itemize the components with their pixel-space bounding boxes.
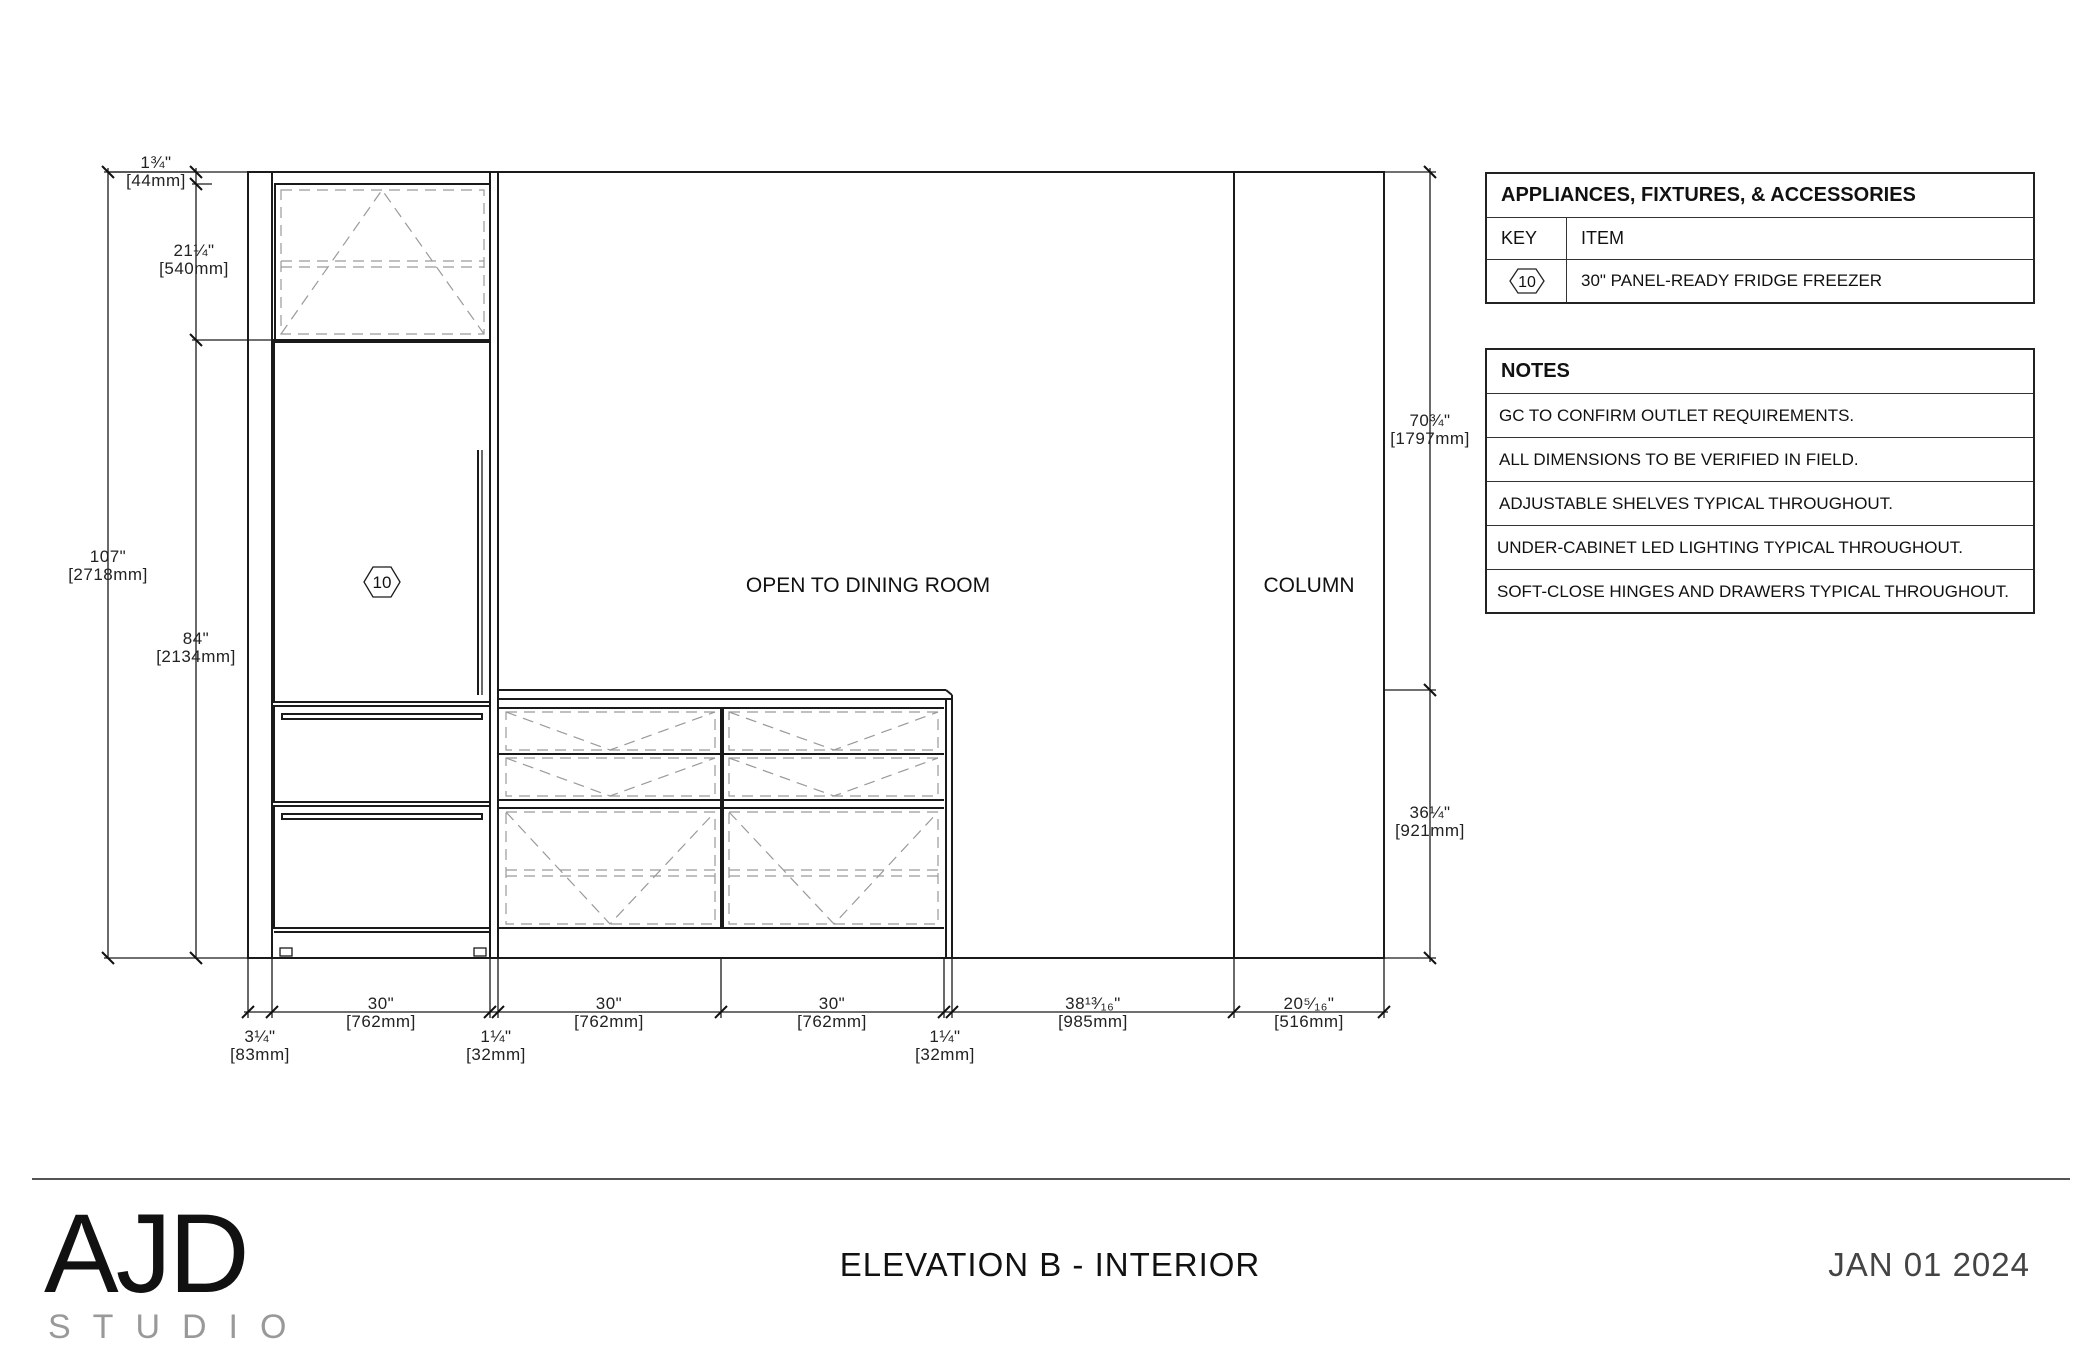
- appliances-table-header-row: [1487, 218, 2033, 260]
- dim-small-3-mm: [32mm]: [915, 1045, 975, 1064]
- dim-bottom-1-in: 30": [367, 994, 395, 1013]
- logo-sub-text: STUDIO: [48, 1308, 309, 1346]
- open-to-dining-label: OPEN TO DINING ROOM: [745, 574, 991, 597]
- dim-bottom-5-mm: [516mm]: [1274, 1012, 1344, 1031]
- key-cell: [1487, 260, 1567, 302]
- sheet-date: JAN 01 2024: [1828, 1246, 2030, 1283]
- dim-left-top-mm: [44mm]: [126, 171, 186, 190]
- dim-right-upper-in: 70¾": [1409, 411, 1451, 430]
- notes-table-title: NOTES: [1487, 350, 2033, 394]
- dim-bottom-2-in: 30": [595, 994, 623, 1013]
- dim-right-lower-in: 36¼": [1409, 803, 1451, 822]
- note-item: ADJUSTABLE SHELVES TYPICAL THROUGHOUT.: [1487, 482, 2033, 526]
- note-item: GC TO CONFIRM OUTLET REQUIREMENTS.: [1487, 394, 2033, 438]
- dim-left-upper-in: 21¼": [173, 241, 215, 260]
- dim-bottom-2-mm: [762mm]: [574, 1012, 644, 1031]
- item-cell: 30" PANEL-READY FRIDGE FREEZER: [1581, 271, 1883, 290]
- notes-table: [1485, 348, 2035, 614]
- dim-overall-in: 107": [89, 547, 127, 566]
- column-label: COLUMN: [1263, 574, 1355, 597]
- note-item: SOFT-CLOSE HINGES AND DRAWERS TYPICAL THROUGHOUT.: [1497, 582, 2009, 601]
- dim-overall-mm: [2718mm]: [68, 565, 148, 584]
- dim-small-2-in: 1¼": [480, 1027, 512, 1046]
- upper-cabinet: [272, 184, 490, 340]
- drawer-handle-lower: [282, 814, 482, 819]
- key-tag-hexagon: [1507, 266, 1547, 296]
- appliances-table: [1485, 172, 2035, 304]
- appliances-table-title: APPLIANCES, FIXTURES, & ACCESSORIES: [1487, 174, 2033, 218]
- dim-small-2-mm: [32mm]: [466, 1045, 526, 1064]
- dim-bottom-1-mm: [762mm]: [346, 1012, 416, 1031]
- wall-outline: [248, 172, 1384, 958]
- left-dimensions: [68, 153, 272, 964]
- svg-text:10: 10: [1517, 274, 1536, 291]
- footer-divider: [32, 1178, 2070, 1180]
- logo-main-text: AJD: [44, 1191, 247, 1316]
- dim-bottom-4-in: 38¹³⁄₁₆": [1065, 994, 1121, 1013]
- dim-left-top-in: 1¾": [140, 153, 172, 172]
- fridge-tag-number: 10: [372, 573, 392, 592]
- table-row: [1487, 260, 2033, 302]
- dim-right-upper-mm: [1797mm]: [1390, 429, 1470, 448]
- freezer-drawer-lower: [274, 806, 490, 928]
- note-item: ALL DIMENSIONS TO BE VERIFIED IN FIELD.: [1487, 438, 2033, 482]
- sheet-title: ELEVATION B - INTERIOR: [839, 1246, 1261, 1283]
- fridge-freezer: [274, 342, 490, 956]
- item-column-header: ITEM: [1581, 228, 1624, 248]
- dim-bottom-3-mm: [762mm]: [797, 1012, 867, 1031]
- dim-bottom-4-mm: [985mm]: [1058, 1012, 1128, 1031]
- dim-small-1-mm: [83mm]: [230, 1045, 290, 1064]
- base-cabinet: [498, 690, 952, 958]
- dim-right-lower-mm: [921mm]: [1395, 821, 1465, 840]
- freezer-drawer-upper: [274, 706, 490, 802]
- key-column-header: KEY: [1487, 218, 1567, 259]
- dim-small-3-in: 1¼": [929, 1027, 961, 1046]
- bottom-dimensions: [230, 958, 1390, 1064]
- dim-bottom-5-in: 20⁵⁄₁₆": [1283, 994, 1335, 1013]
- dim-left-upper-mm: [540mm]: [159, 259, 229, 278]
- note-item: UNDER-CABINET LED LIGHTING TYPICAL THROUGHOUT.: [1487, 526, 2033, 570]
- dim-small-1-in: 3¼": [244, 1027, 276, 1046]
- dim-bottom-3-in: 30": [818, 994, 846, 1013]
- right-dimensions: [1384, 166, 1470, 964]
- dim-fridge-height-mm: [2134mm]: [156, 647, 236, 666]
- drawer-handle-upper: [282, 714, 482, 719]
- dim-fridge-height-in: 84": [182, 629, 210, 648]
